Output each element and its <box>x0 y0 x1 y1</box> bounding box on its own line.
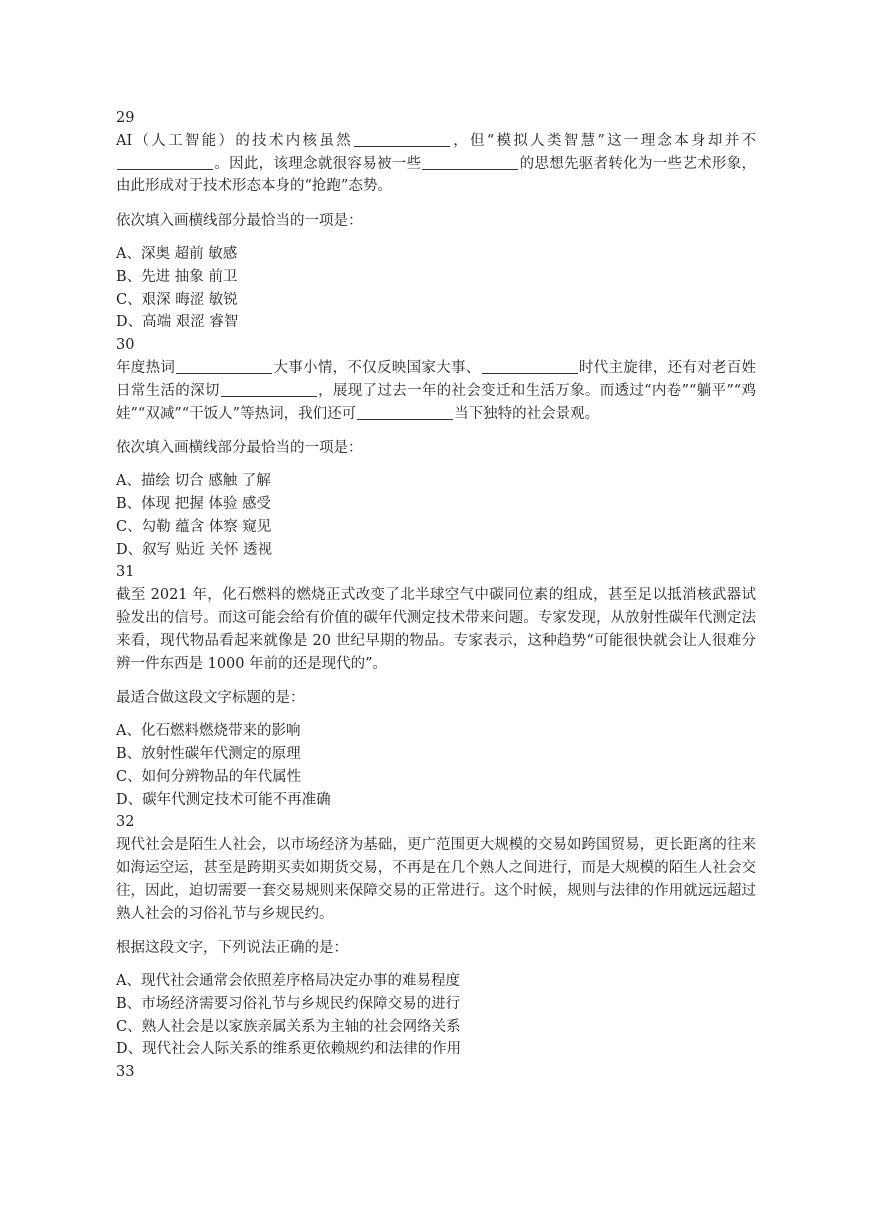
fill-blank <box>482 358 578 374</box>
question-number: 33 <box>116 1064 135 1081</box>
option-a: A、描绘 切合 感触 了解 <box>116 473 271 490</box>
fill-blank <box>117 154 213 170</box>
option-d: D、碳年代测定技术可能不再准确 <box>116 791 331 808</box>
passage-text: 时代主旋律，还有对老百姓日常生活的深切 <box>116 359 757 399</box>
passage-text: AI（人工智能）的技术内核虽然 <box>116 132 353 149</box>
fill-blank <box>422 154 518 170</box>
passage-text: ，展现了过去一年的社会变迁和生活万象。而透过“内卷”“躺平”“鸡娃”“双减”“干饭人”等热词，我们还可 <box>116 382 757 422</box>
question-number: 32 <box>116 814 135 831</box>
option-b: B、先进 抽象 前卫 <box>116 268 238 285</box>
question-30 <box>116 334 756 561</box>
option-d: D、现代社会人际关系的维系更依赖规约和法律的作用 <box>116 1041 462 1058</box>
option-b: B、市场经济需要习俗礼节与乡规民约保障交易的进行 <box>116 995 461 1012</box>
option-c: C、艰深 晦涩 敏锐 <box>116 291 238 308</box>
question-29 <box>116 107 756 334</box>
document-page <box>116 107 756 1084</box>
question-passage <box>116 357 756 425</box>
question-instruction: 依次填入画横线部分最恰当的一项是： <box>116 440 363 457</box>
passage-text: ，但“模拟人类智慧”这一理念本身却并不 <box>450 132 757 149</box>
question-32 <box>116 811 756 1061</box>
fill-blank <box>221 381 317 397</box>
passage-text: 。因此，该理念就很容易被一些 <box>214 155 422 172</box>
option-c: C、如何分辨物品的年代属性 <box>116 768 302 785</box>
option-b: B、放射性碳年代测定的原理 <box>116 745 301 762</box>
question-passage <box>116 130 756 198</box>
option-d: D、叙写 贴近 关怀 透视 <box>116 541 272 558</box>
question-instruction: 根据这段文字，下列说法正确的是： <box>116 940 348 957</box>
passage-text: 的思想先驱者转化为一些艺术形象，由此形成对于技术形态本身的“抢跑”态势。 <box>116 155 757 195</box>
passage-text: 当下独特的社会景观。 <box>454 405 600 422</box>
question-passage: 现代社会是陌生人社会，以市场经济为基础，更广范围更大规模的交易如跨国贸易，更长距离的往来如海运空运，甚至是跨期买卖如期货交易，不再是在几个熟人之间进行，而是大规模的陌生人社会交往，因此，迫切需要一套交易规则来保障交易的正常进行。这个时候，规则与法律的作用就远远超过熟人社会的习俗礼节与乡规民约。 <box>116 837 756 922</box>
option-a: A、深奥 超前 敏感 <box>116 245 238 262</box>
option-b: B、体现 把握 体验 感受 <box>116 495 271 512</box>
fill-blank <box>357 404 453 420</box>
question-number: 31 <box>116 564 135 581</box>
question-passage: 截至 2021 年，化石燃料的燃烧正式改变了北半球空气中碳同位素的组成，甚至足以抵消核武器试验发出的信号。而这可能会给有价值的碳年代测定技术带来问题。专家发现，从放射性碳年代测定法来看，现代物品看起来就像是 20 世纪早期的物品。专家表示，这种趋势“可能很快就会让人很难分辨一件东西是 1000 年前的还是现代的”。 <box>116 587 756 672</box>
question-number: 29 <box>116 110 135 126</box>
passage-text: 年度热词 <box>116 359 176 376</box>
option-d: D、高端 艰涩 睿智 <box>116 314 239 331</box>
question-instruction: 最适合做这段文字标题的是： <box>116 690 305 707</box>
fill-blank <box>176 358 272 374</box>
question-instruction: 依次填入画横线部分最恰当的一项是： <box>116 213 363 230</box>
question-33 <box>116 1061 756 1084</box>
fill-blank <box>354 131 450 147</box>
option-a: A、化石燃料燃烧带来的影响 <box>116 723 301 740</box>
question-31 <box>116 561 756 811</box>
passage-text: 大事小情，不仅反映国家大事、 <box>273 359 481 376</box>
question-number: 30 <box>116 337 135 354</box>
option-a: A、现代社会通常会依照差序格局决定办事的难易程度 <box>116 973 460 990</box>
option-c: C、熟人社会是以家族亲属关系为主轴的社会网络关系 <box>116 1018 461 1035</box>
option-c: C、勾勒 蕴含 体察 窥见 <box>116 518 272 535</box>
